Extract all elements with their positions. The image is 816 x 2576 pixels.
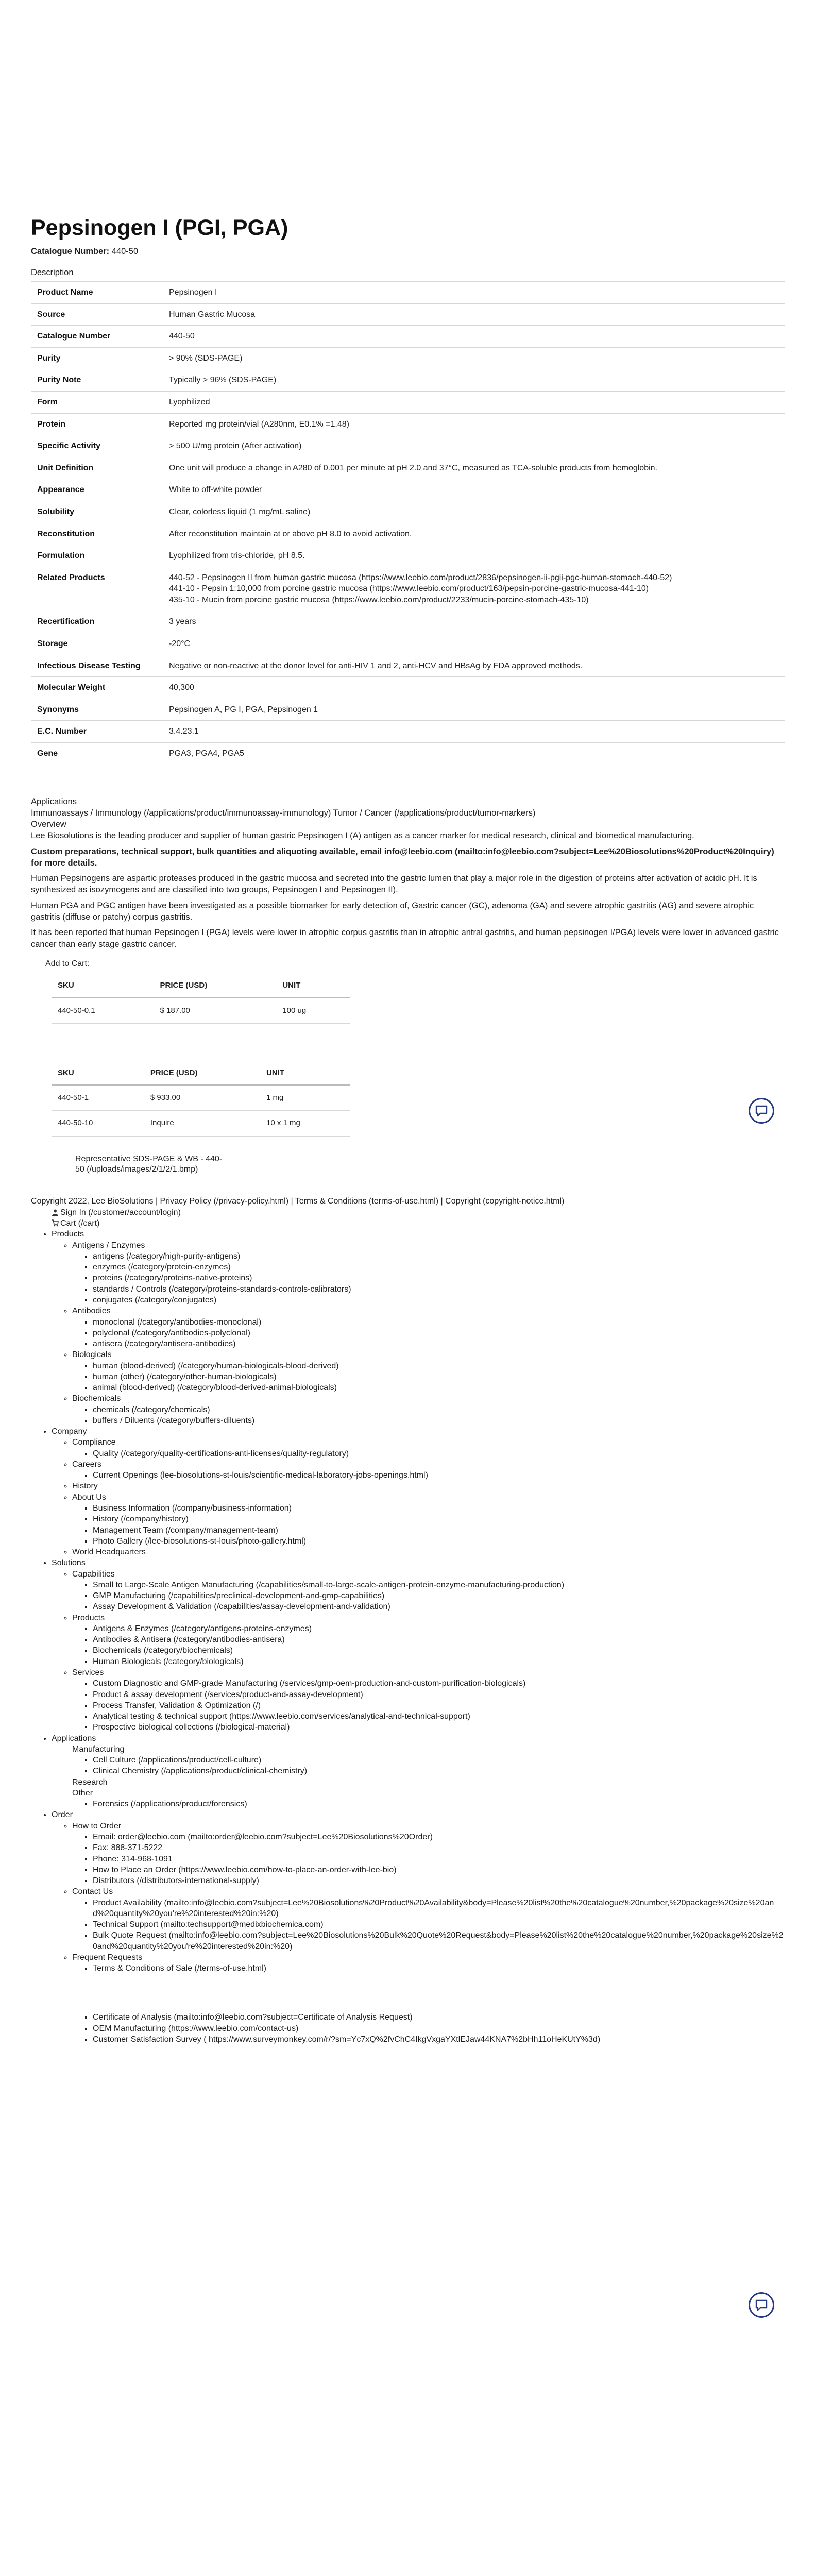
nav-biochemicals[interactable] — [72, 1393, 785, 1426]
spec-row — [31, 369, 785, 392]
sku-cell: 440-50-0.1 — [52, 998, 154, 1024]
spec-row — [31, 699, 785, 721]
applications-label: Applications — [31, 796, 77, 806]
cart-icon — [52, 1219, 59, 1226]
sku-cell: 440-50-1 — [52, 1085, 144, 1111]
nav-label: Applications — [52, 1734, 96, 1743]
chat-widget-icon[interactable] — [749, 1098, 774, 1124]
spec-key: Solubility — [31, 501, 163, 523]
spec-value: Pepsinogen I — [163, 281, 785, 303]
nav-biologicals[interactable] — [72, 1349, 785, 1393]
catalogue-value: 440-50 — [111, 247, 139, 257]
nav-link[interactable]: ▪ standards / Controls (/category/proteins-standards-controls-calibrators) — [93, 1284, 785, 1295]
nav-link[interactable]: ▪ Customer Satisfaction Survey ( https://www.surveymonkey.com/r/?sm=Yc7xQ%2fvChC4IkgVxgaYXtlEJaw44KNA7%2bHh11oHeKUtY%3d) — [93, 2034, 785, 2045]
nav-order[interactable] — [52, 1809, 785, 2045]
nav-link[interactable]: ▪ How to Place an Order (https://www.leebio.com/how-to-place-an-order-with-lee-bio) — [93, 1865, 785, 1875]
nav-link[interactable]: ▪ Quality (/category/quality-certifications-anti-licenses/quality-regulatory) — [93, 1448, 785, 1459]
price-cell: $ 933.00 — [144, 1085, 260, 1111]
description-label: Description — [31, 267, 74, 277]
spec-key: Molecular Weight — [31, 677, 163, 699]
nav-link[interactable]: ▪ Bulk Quote Request (mailto:info@leebio.com?subject=Lee%20Biosolutions%20Bulk%20Quote%20Request&body=Please%20list%20the%20catalogue%20number,%20package%20size%20and%20quantity%20you're%20interested%20in:%20) — [93, 1930, 785, 1952]
nav-link[interactable]: ▪ Distributors (/distributors-international-supply) — [93, 1875, 785, 1886]
nav-other[interactable] — [72, 1788, 785, 1810]
user-icon — [52, 1208, 59, 1215]
nav-company[interactable] — [52, 1426, 785, 1557]
spec-row — [31, 347, 785, 369]
spec-key: Protein — [31, 413, 163, 435]
nav-link[interactable]: ▪ Management Team (/company/management-team) — [93, 1525, 785, 1536]
spec-value: Negative or non-reactive at the donor level for anti-HIV 1 and 2, anti-HCV and HBsAg by FDA approved methods. — [163, 655, 785, 677]
nav-link[interactable]: ▪ human (other) (/category/other-human-biologicals) — [93, 1371, 785, 1382]
spec-value: 440-50 — [163, 326, 785, 348]
spec-value: Lyophilized from tris-chloride, pH 8.5. — [163, 545, 785, 567]
nav-label: Research — [72, 1777, 108, 1787]
related-product-link[interactable]: 441-10 - Pepsin 1:10,000 from porcine gastric mucosa (https://www.leebio.com/product/163/pepsin-porcine-gastric-mucosa-441-10) — [169, 584, 649, 594]
spec-key: Synonyms — [31, 699, 163, 721]
spec-key: Related Products — [31, 567, 163, 611]
nav-label: Other — [72, 1788, 93, 1798]
spec-value: 3 years — [163, 611, 785, 633]
price-table-1 — [52, 974, 350, 1024]
nav-research[interactable] — [72, 1777, 785, 1788]
nav-link[interactable]: ▪ antisera (/category/antisera-antibodies) — [93, 1338, 785, 1349]
nav-label: Biologicals — [72, 1350, 112, 1360]
nav-link[interactable]: ▪ conjugates (/category/conjugates) — [93, 1295, 785, 1306]
spec-value — [163, 567, 785, 611]
site-navigation — [52, 1207, 785, 2045]
related-product-link[interactable]: 440-52 - Pepsinogen II from human gastric mucosa (https://www.leebio.com/product/2836/pepsinogen-ii-pgii-pgc-human-stomach-440-52) — [169, 573, 672, 582]
custom-prep-paragraph[interactable]: Custom preparations, technical support, bulk quantities and aliquoting available, email info@leebio.com (mailto:info@leebio.com?subject=Lee%20Biosolutions%20Product%20Inquiry) for more details. — [31, 846, 774, 868]
spec-row — [31, 281, 785, 303]
nav-manufacturing[interactable] — [72, 1744, 785, 1777]
nav-label: Capabilities — [72, 1569, 115, 1579]
spec-row — [31, 457, 785, 479]
price-table-2 — [52, 1062, 350, 1137]
price-cell: Inquire — [144, 1111, 260, 1136]
nav-link[interactable]: ▪ animal (blood-derived) (/category/blood-derived-animal-biologicals) — [93, 1382, 785, 1393]
nav-label: Biochemicals — [72, 1394, 121, 1403]
nav-link[interactable]: ▪ Prospective biological collections (/biological-material) — [93, 1722, 785, 1733]
unit-cell: 100 ug — [276, 998, 350, 1024]
spec-row — [31, 655, 785, 677]
spec-row — [31, 633, 785, 655]
nav-label: Solutions — [52, 1558, 86, 1568]
chat-widget-icon[interactable] — [749, 2292, 774, 2318]
spec-value: Typically > 96% (SDS-PAGE) — [163, 369, 785, 392]
nav-link[interactable]: ▪ Human Biologicals (/category/biologicals) — [93, 1656, 785, 1667]
nav-capabilities[interactable] — [72, 1569, 785, 1613]
spec-key: Purity — [31, 347, 163, 369]
nav-careers[interactable] — [72, 1459, 785, 1481]
spec-row — [31, 326, 785, 348]
nav-products-2[interactable] — [72, 1613, 785, 1667]
spec-value: Human Gastric Mucosa — [163, 303, 785, 326]
nav-link[interactable]: ▪ Product & assay development (/services/product-and-assay-development) — [93, 1689, 785, 1700]
nav-label: Products — [72, 1613, 105, 1622]
nav-label: Cart (/cart) — [60, 1219, 100, 1228]
nav-label: Order — [52, 1810, 73, 1820]
nav-sign-in[interactable] — [52, 1207, 785, 1218]
spec-row — [31, 413, 785, 435]
overview-paragraph: Lee Biosolutions is the leading producer and supplier of human gastric Pepsinogen I (A) antigen as a cancer marker for medical research, clinical and biomedical manufacturing. — [31, 831, 694, 841]
nav-link[interactable]: ▪ GMP Manufacturing (/capabilities/preclinical-development-and-gmp-capabilities) — [93, 1590, 785, 1601]
spec-row — [31, 501, 785, 523]
nav-contact-us[interactable] — [72, 1886, 785, 1952]
nav-link[interactable]: ▪ Phone: 314-968-1091 — [93, 1854, 785, 1865]
price-header: PRICE (USD) — [154, 974, 277, 997]
nav-link[interactable]: ▪ Antibodies & Antisera (/category/antibodies-antisera) — [93, 1634, 785, 1645]
nav-label: History — [72, 1482, 98, 1491]
price-row[interactable] — [52, 1111, 350, 1136]
price-header: PRICE (USD) — [144, 1062, 260, 1085]
nav-link[interactable]: ▪ Assay Development & Validation (/capabilities/assay-development-and-validation) — [93, 1601, 785, 1612]
nav-link[interactable]: ▪ Analytical testing & technical support (https://www.leebio.com/services/analytical-and-technical-support) — [93, 1711, 785, 1722]
nav-label: About Us — [72, 1493, 106, 1502]
spec-key: Reconstitution — [31, 523, 163, 545]
spec-value: 3.4.23.1 — [163, 721, 785, 743]
nav-label: Compliance — [72, 1438, 116, 1447]
nav-link[interactable]: ▪ Product Availability (mailto:info@leebio.com?subject=Lee%20Biosolutions%20Product%20Availability&body=Please%20list%20the%20catalogue%20number,%20package%20size%20and%20quantity%20you're%20interested%20in:%20) — [93, 1897, 785, 1920]
nav-antibodies[interactable] — [72, 1306, 785, 1349]
nav-label: Products — [52, 1230, 84, 1239]
nav-link[interactable]: ▪ Certificate of Analysis (mailto:info@leebio.com?subject=Certificate of Analysis Request) — [93, 2012, 785, 2023]
overview-label: Overview — [31, 820, 66, 829]
spec-value: Reported mg protein/vial (A280nm, E0.1% =1.48) — [163, 413, 785, 435]
nav-applications[interactable] — [52, 1733, 785, 1810]
nav-link[interactable]: ▪ human (blood-derived) (/category/human-biologicals-blood-derived) — [93, 1361, 785, 1371]
spec-value: > 90% (SDS-PAGE) — [163, 347, 785, 369]
spec-key: Formulation — [31, 545, 163, 567]
overview-paragraph: Human PGA and PGC antigen have been investigated as a possible biomarker for early detection of, Gastric cancer (GC), adenoma (GA) and severe atrophic gastritis (AG) and severe atrophic gastritis (diffuse or patchy) corpus gastritis. — [31, 901, 754, 922]
spec-key: Gene — [31, 743, 163, 765]
spec-row — [31, 721, 785, 743]
nav-how-to-order[interactable] — [72, 1821, 785, 1887]
nav-link[interactable]: ▪ Current Openings (lee-biosolutions-st-louis/scientific-medical-laboratory-jobs-openings.html) — [93, 1470, 785, 1481]
nav-link[interactable]: ▪ antigens (/category/high-purity-antigens) — [93, 1251, 785, 1262]
nav-label: Careers — [72, 1460, 101, 1469]
spec-row — [31, 743, 785, 765]
nav-link[interactable]: ▪ Fax: 888-371-5222 — [93, 1842, 785, 1853]
spec-value: After reconstitution maintain at or above pH 8.0 to avoid activation. — [163, 523, 785, 545]
spec-row — [31, 567, 785, 611]
spec-key: Specific Activity — [31, 435, 163, 457]
price-row[interactable] — [52, 1085, 350, 1111]
spec-value: -20°C — [163, 633, 785, 655]
nav-link[interactable]: ▪ Terms & Conditions of Sale (/terms-of-use.html) — [93, 1963, 785, 1974]
spec-row — [31, 391, 785, 413]
spec-key: Purity Note — [31, 369, 163, 392]
spec-key: Storage — [31, 633, 163, 655]
nav-link[interactable]: ▪ Business Information (/company/business-information) — [93, 1503, 785, 1514]
nav-link[interactable]: ▪ proteins (/category/proteins-native-proteins) — [93, 1273, 785, 1283]
nav-about[interactable] — [72, 1492, 785, 1547]
nav-label: Antibodies — [72, 1307, 111, 1316]
spec-key: Source — [31, 303, 163, 326]
applications-links[interactable]: Immunoassays / Immunology (/applications/product/immunoassay-immunology) Tumor / Cancer (/applications/product/tumor-markers) — [31, 808, 536, 818]
spec-row — [31, 479, 785, 501]
nav-antigens-enzymes[interactable] — [72, 1240, 785, 1306]
nav-link[interactable]: ▪ enzymes (/category/protein-enzymes) — [93, 1262, 785, 1273]
spec-value: Pepsinogen A, PG I, PGA, Pepsinogen 1 — [163, 699, 785, 721]
nav-label: Manufacturing — [72, 1744, 125, 1754]
nav-label: Antigens / Enzymes — [72, 1241, 145, 1250]
spec-row — [31, 523, 785, 545]
spec-key: Form — [31, 391, 163, 413]
unit-cell: 10 x 1 mg — [260, 1111, 350, 1136]
overview-paragraph: Human Pepsinogens are aspartic proteases produced in the gastric mucosa and secreted into the gastric lumen that play a major role in the digestion of proteins after activation of acidic pH. It is synthesized as isozymogens and are classified into two groups, Pepsinogen I and Pepsinogen II). — [31, 874, 757, 895]
spec-key: Infectious Disease Testing — [31, 655, 163, 677]
spec-key: Catalogue Number — [31, 326, 163, 348]
nav-link[interactable]: ▪ Biochemicals (/category/biochemicals) — [93, 1645, 785, 1656]
unit-header: UNIT — [260, 1062, 350, 1085]
unit-header: UNIT — [276, 974, 350, 997]
spec-key: E.C. Number — [31, 721, 163, 743]
nav-frequent-requests[interactable] — [72, 1952, 785, 2045]
nav-label: Frequent Requests — [72, 1953, 143, 1962]
price-cell: $ 187.00 — [154, 998, 277, 1024]
spec-value: > 500 U/mg protein (After activation) — [163, 435, 785, 457]
nav-solutions[interactable] — [52, 1557, 785, 1733]
spec-value: PGA3, PGA4, PGA5 — [163, 743, 785, 765]
catalogue-number — [31, 246, 785, 257]
nav-compliance[interactable] — [72, 1437, 785, 1459]
nav-link[interactable]: ▪ Photo Gallery (/lee-biosolutions-st-louis/photo-gallery.html) — [93, 1536, 785, 1547]
nav-link[interactable]: ▪ Forensics (/applications/product/forensics) — [93, 1799, 785, 1809]
add-to-cart-label: Add to Cart: — [45, 959, 90, 968]
nav-label: Services — [72, 1668, 104, 1677]
unit-cell: 1 mg — [260, 1085, 350, 1111]
price-row[interactable] — [52, 998, 350, 1024]
nav-label: Sign In (/customer/account/login) — [60, 1208, 181, 1217]
spec-value: One unit will produce a change in A280 of 0.001 per minute at pH 2.0 and 37°C, measured as TCA-soluble products from hemoglobin. — [163, 457, 785, 479]
spec-value: Lyophilized — [163, 391, 785, 413]
representative-image-link[interactable]: Representative SDS-PAGE & WB - 440-50 (/uploads/images/2/1/2/1.bmp) — [75, 1154, 223, 1174]
nav-label: How to Order — [72, 1821, 122, 1831]
nav-link[interactable]: ▪ monoclonal (/category/antibodies-monoclonal) — [93, 1317, 785, 1328]
sku-header: SKU — [52, 974, 154, 997]
spec-row — [31, 677, 785, 699]
nav-link[interactable]: ▪ Small to Large-Scale Antigen Manufacturing (/capabilities/small-to-large-scale-antigen-protein-enzyme-manufacturing-production) — [93, 1580, 785, 1590]
nav-link[interactable]: ▪ Email: order@leebio.com (mailto:order@leebio.com?subject=Lee%20Biosolutions%20Order) — [93, 1832, 785, 1842]
nav-link[interactable]: ▪ Technical Support (mailto:techsupport@medixbiochemica.com) — [93, 1919, 785, 1930]
spec-key: Product Name — [31, 281, 163, 303]
related-product-link[interactable]: 435-10 - Mucin from porcine gastric mucosa (https://www.leebio.com/product/2233/mucin-porcine-stomach-435-10) — [169, 595, 589, 604]
nav-link[interactable]: ▪ polyclonal (/category/antibodies-polyclonal) — [93, 1328, 785, 1338]
nav-world-hq[interactable] — [72, 1547, 785, 1557]
nav-label: Contact Us — [72, 1887, 113, 1896]
spec-row — [31, 545, 785, 567]
nav-link[interactable]: ▪ History (/company/history) — [93, 1514, 785, 1524]
nav-link[interactable]: ▪ OEM Manufacturing (https://www.leebio.com/contact-us) — [93, 2023, 785, 2034]
spec-row — [31, 611, 785, 633]
spec-key: Appearance — [31, 479, 163, 501]
sku-header: SKU — [52, 1062, 144, 1085]
nav-link[interactable]: ▪ Custom Diagnostic and GMP-grade Manufacturing (/services/gmp-oem-production-and-custom-purification-biologicals) — [93, 1678, 785, 1689]
spec-value: 40,300 — [163, 677, 785, 699]
nav-cart[interactable] — [52, 1218, 785, 1229]
spec-table — [31, 281, 785, 765]
spec-value: Clear, colorless liquid (1 mg/mL saline) — [163, 501, 785, 523]
nav-history[interactable] — [72, 1481, 785, 1492]
sku-cell: 440-50-10 — [52, 1111, 144, 1136]
catalogue-label: Catalogue Number: — [31, 247, 110, 257]
nav-link[interactable]: ▪ Antigens & Enzymes (/category/antigens-proteins-enzymes) — [93, 1623, 785, 1634]
copyright-footer[interactable]: Copyright 2022, Lee BioSolutions | Privacy Policy (/privacy-policy.html) | Terms & Conditions (terms-of-use.html) | Copyright (copyright-notice.html) — [31, 1197, 565, 1206]
nav-products[interactable] — [52, 1229, 785, 1426]
spec-value: White to off-white powder — [163, 479, 785, 501]
nav-link[interactable]: ▪ Clinical Chemistry (/applications/product/clinical-chemistry) — [93, 1766, 785, 1776]
spec-row — [31, 435, 785, 457]
spec-row — [31, 303, 785, 326]
applications-section — [31, 796, 785, 950]
nav-link[interactable]: ▪ buffers / Diluents (/category/buffers-diluents) — [93, 1415, 785, 1426]
spec-key: Recertification — [31, 611, 163, 633]
nav-label: Company — [52, 1427, 87, 1436]
nav-label: World Headquarters — [72, 1548, 146, 1557]
overview-paragraph: It has been reported that human Pepsinogen I (PGA) levels were lower in atrophic corpus gastritis than in atrophic antral gastritis, and human pepsinogen I/PGA) levels were lower in advanced gastric cancer than early stage gastric cancer. — [31, 928, 779, 949]
spec-key: Unit Definition — [31, 457, 163, 479]
nav-link[interactable]: ▪ Process Transfer, Validation & Optimization (/) — [93, 1700, 785, 1711]
nav-link[interactable]: ▪ Cell Culture (/applications/product/cell-culture) — [93, 1755, 785, 1766]
nav-link[interactable]: ▪ chemicals (/category/chemicals) — [93, 1404, 785, 1415]
nav-services[interactable] — [72, 1667, 785, 1733]
page-title: Pepsinogen I (PGI, PGA) — [31, 215, 288, 240]
